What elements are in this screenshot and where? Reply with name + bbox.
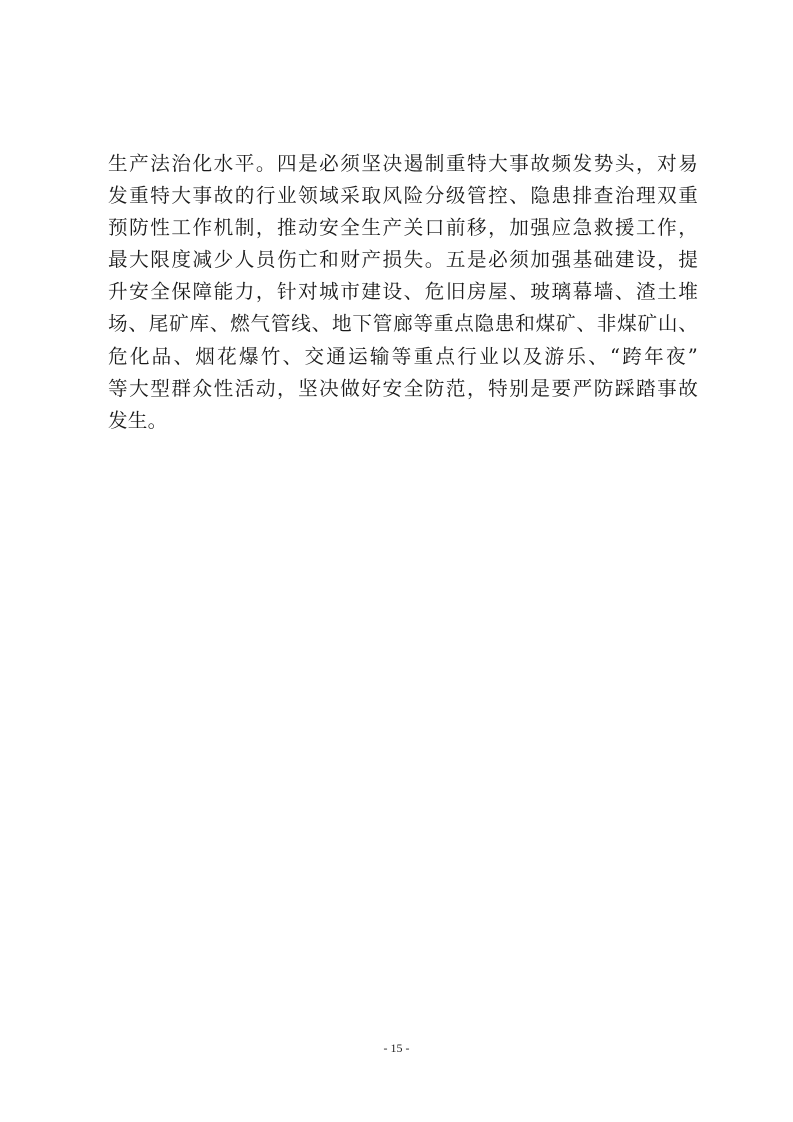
paragraph-line: 最大限度减少人员伤亡和财产损失。五是必须加强基础建设，提 — [108, 248, 698, 272]
paragraph-line: 场、尾矿库、燃气管线、地下管廊等重点隐患和煤矿、非煤矿山、 — [108, 312, 698, 336]
paragraph-line: 危化品、烟花爆竹、交通运输等重点行业以及游乐、“跨年夜” — [108, 344, 698, 368]
paragraph-line: 发生。 — [108, 408, 168, 432]
paragraph-line: 升安全保障能力，针对城市建设、危旧房屋、玻璃幕墙、渣土堆 — [108, 280, 698, 304]
paragraph-line: 预防性工作机制，推动安全生产关口前移，加强应急救援工作， — [108, 216, 698, 240]
paragraph-line: 发重特大事故的行业领域采取风险分级管控、隐患排查治理双重 — [108, 184, 698, 208]
paragraph-line: 生产法治化水平。四是必须坚决遏制重特大事故频发势头，对易 — [108, 152, 698, 175]
body-paragraph — [108, 148, 698, 437]
paragraph-line: 等大型群众性活动，坚决做好安全防范，特别是要严防踩踏事故 — [108, 376, 698, 400]
page-number: - 15 - — [383, 1041, 410, 1055]
